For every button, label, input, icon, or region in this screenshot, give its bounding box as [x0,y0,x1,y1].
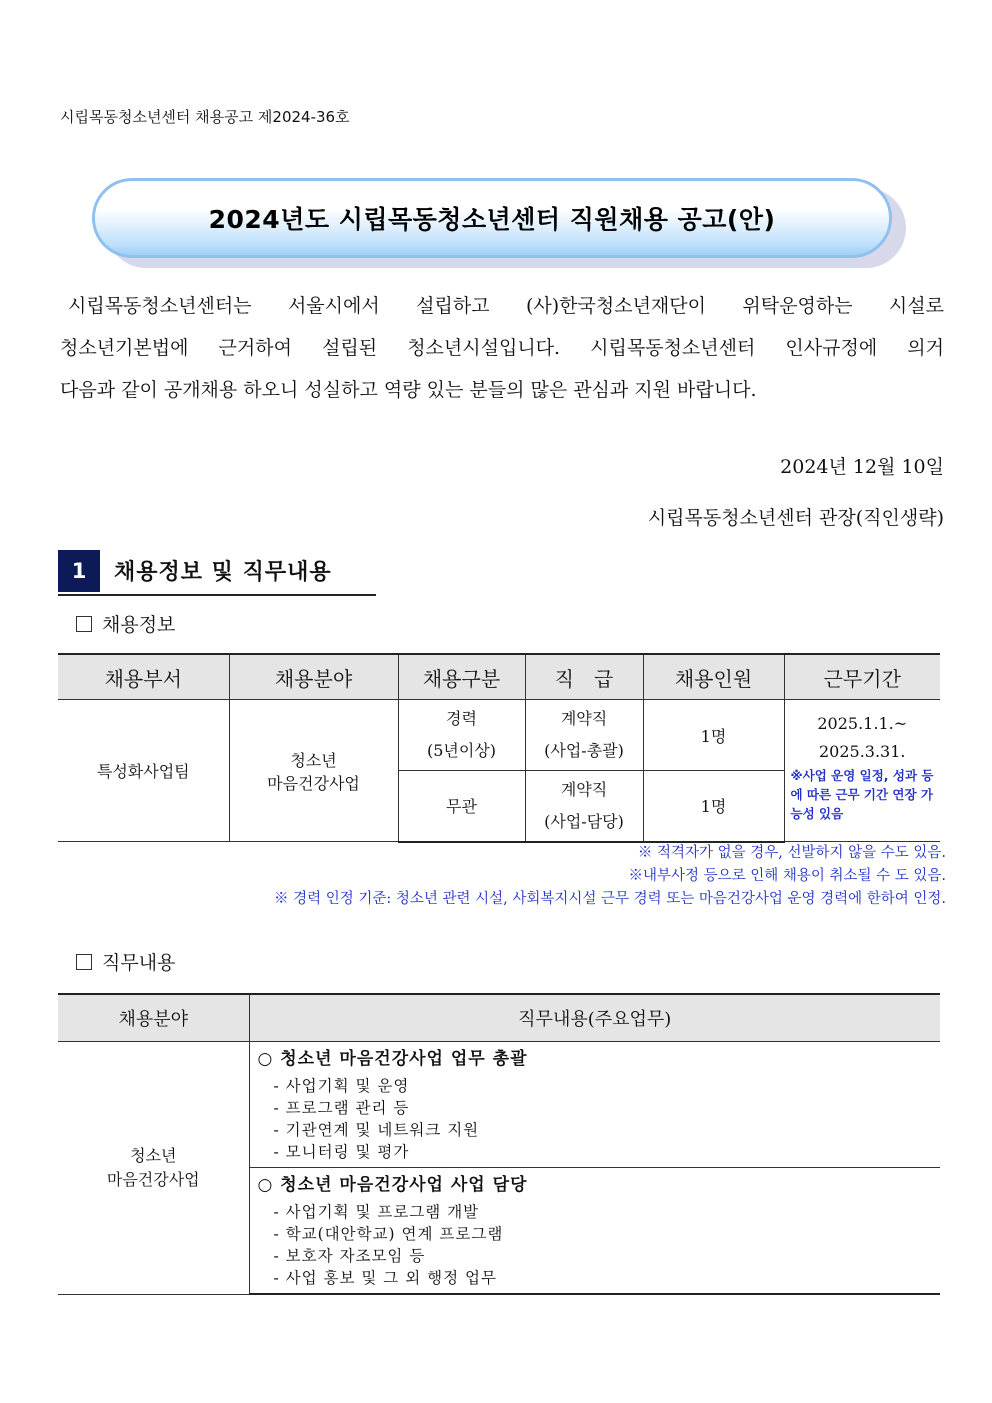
recruit-info-table [58,653,940,843]
duty-group-title: ○ 청소년 마음건강사업 사업 담당 [257,1175,528,1195]
department-cell: 특성화사업팀 [58,700,229,842]
checkbox-square-icon [76,954,92,970]
note-line: ※ 적격자가 없을 경우, 선발하지 않을 수도 있음. [637,845,946,861]
rank-cell [525,700,643,771]
type-line: 경력 [446,709,477,728]
header-field: 채용분야 [229,654,398,700]
period-line: 2025.1.1.~ [817,714,908,733]
checkbox-square-icon [76,616,92,632]
list-item: - 모니터링 및 평가 [273,1143,410,1161]
recruit-info-heading [76,610,175,637]
field-cell [229,700,398,842]
title-pill [92,178,892,258]
header-duty-content: 직무내용(주요업무) [249,994,940,1042]
list-item: - 기관연계 및 네트워크 지원 [273,1121,480,1139]
list-item: - 학교(대안학교) 연계 프로그램 [273,1225,504,1243]
notice-number: 시립목동청소년센터 채용공고 제2024-36호 [60,108,350,126]
list-item: - 사업기획 및 프로그램 개발 [273,1203,480,1221]
type-cell: 무관 [398,771,525,842]
intro-paragraph [60,285,944,411]
duties-heading-label: 직무내용 [102,952,176,974]
duty-field-line: 마음건강사업 [106,1169,200,1189]
table-row [58,700,940,771]
recruit-info-heading-label: 채용정보 [102,614,176,636]
rank-cell [525,771,643,842]
count-cell: 1명 [643,771,784,842]
table-header-row [58,654,940,700]
list-item: - 보호자 자조모임 등 [273,1247,426,1265]
duty-field-line: 청소년 [130,1145,177,1165]
page-title: 2024년도 시립목동청소년센터 직원채용 공고(안) [208,205,776,234]
intro-line: 시립목동청소년센터는 서울시에서 설립하고 (사)한국청소년재단이 위탁운영하는 시설로 [68,295,944,317]
table-row [58,1042,940,1168]
recruit-notes [274,842,946,911]
duty-list [250,1197,941,1293]
header-period: 근무기간 [784,654,940,700]
section-title: 채용정보 및 직무내용 [114,560,332,585]
title-banner [92,178,898,262]
period-cell [784,700,940,842]
rank-line: 계약직 [560,779,608,799]
duties-heading [76,948,175,975]
header-rank: 직 급 [525,654,643,700]
list-item: - 사업기획 및 운영 [273,1077,410,1095]
type-cell [398,700,525,771]
rank-line: (사업-담당) [544,811,624,831]
period-note: ※사업 운영 일정, 성과 등에 따른 근무 기간 연장 가능성 있음 [790,768,934,821]
announcement-date: 2024년 12월 10일 [780,456,944,478]
field-line: 마음건강사업 [267,773,360,793]
intro-line: 청소년기본법에 근거하여 설립된 청소년시설입니다. 시립목동청소년센터 인사규정에 의거 [60,337,944,359]
header-department: 채용부서 [58,654,229,700]
intro-line: 다음과 같이 공개채용 하오니 성실하고 역량 있는 분들의 많은 관심과 지원 바랍니다. [60,379,757,401]
duty-field-cell [58,1042,249,1295]
duty-group [249,1168,940,1295]
duty-group [249,1042,940,1168]
duty-group-title: ○ 청소년 마음건강사업 업무 총괄 [257,1049,528,1069]
rank-line: (사업-총괄) [544,741,624,760]
section-header [58,548,376,596]
table-header-row [58,994,940,1042]
header-duty-field: 채용분야 [58,994,249,1042]
note-line: ※ 경력 인정 기준: 청소년 관련 시설, 사회복지시설 근무 경력 또는 마음건강사업 운영 경력에 한하여 인정. [273,891,946,907]
duty-list [250,1071,941,1167]
list-item: - 사업 홍보 및 그 외 행정 업무 [273,1269,497,1287]
period-line: 2025.3.31. [818,742,906,761]
rank-line: 계약직 [560,709,608,728]
field-line: 청소년 [290,750,337,770]
signer: 시립목동청소년센터 관장(직인생략) [647,507,944,529]
duties-table [58,993,940,1295]
section-number: 1 [58,550,100,592]
header-count: 채용인원 [643,654,784,700]
header-type: 채용구분 [398,654,525,700]
type-line: (5년이상) [426,741,497,760]
list-item: - 프로그램 관리 등 [273,1099,410,1117]
note-line: ※내부사정 등으로 인해 채용이 취소될 수 도 있음. [628,868,946,884]
count-cell: 1명 [643,700,784,771]
